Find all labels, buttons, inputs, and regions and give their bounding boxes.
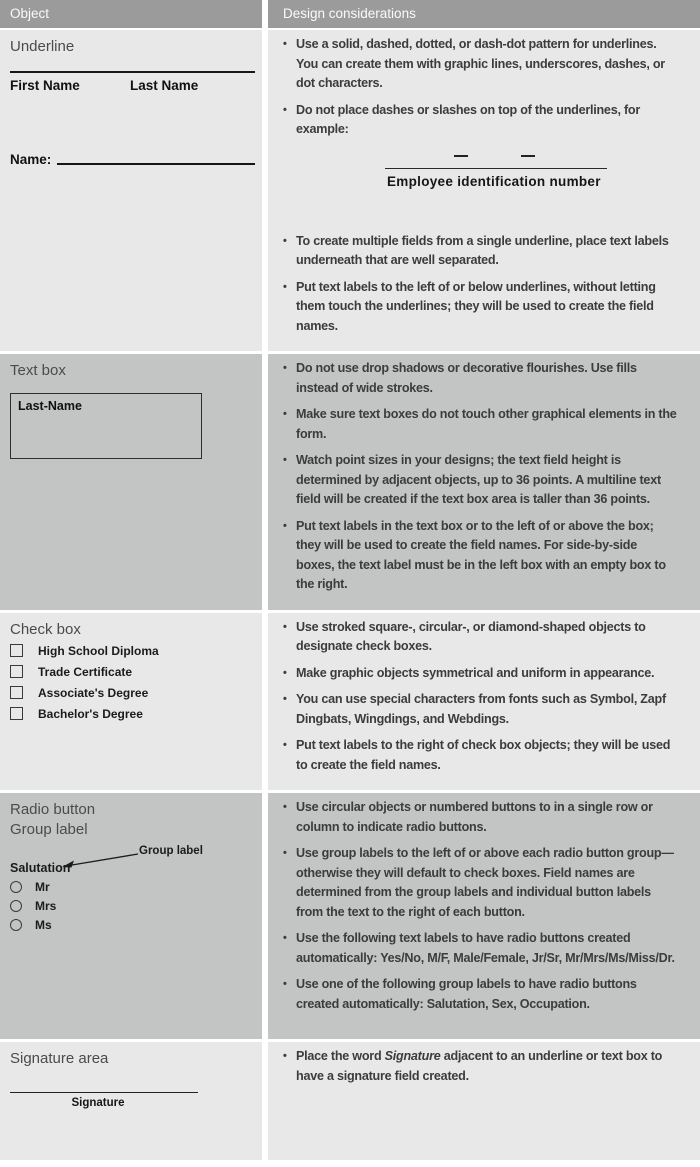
bullet-item: • Use a solid, dashed, dotted, or dash-dot pattern for underlines. You can create them with graphic lines, underscores, dashes, or dot characters.	[268, 35, 678, 94]
row-title-underline: Underline	[10, 38, 75, 55]
radio-example-item	[10, 918, 52, 932]
signature-considerations-cell	[268, 1042, 700, 1160]
bullet-item: • Make graphic objects symmetrical and uniform in appearance.	[268, 664, 678, 684]
row-title-checkbox: Check box	[10, 620, 81, 638]
checkbox-example-item	[10, 665, 132, 679]
checkbox-square-icon	[10, 644, 23, 657]
bullet-item: • Put text labels to the left of or below underlines, without letting them touch the underlines; they will be used to create the field names.	[268, 278, 678, 337]
checkbox-option-label: High School Diploma	[38, 643, 159, 658]
bullet-item: • Use stroked square-, circular-, or diamond-shaped objects to designate check boxes.	[268, 618, 678, 657]
row-textbox	[0, 354, 700, 610]
row-title-radio-button: Radio button	[10, 801, 96, 818]
name-field-label: Name:	[10, 152, 52, 167]
checkbox-option-label: Associate's Degree	[38, 685, 149, 700]
annotation-arrow-icon	[62, 850, 140, 872]
table-header-row	[0, 0, 700, 28]
checkbox-example-item	[10, 707, 143, 721]
employee-id-example	[268, 148, 678, 202]
bullet-item: • Do not use drop shadows or decorative flourishes. Use fills instead of wide strokes.	[268, 359, 678, 398]
group-label-annotation: Group label	[139, 845, 203, 857]
employee-id-rule	[385, 168, 607, 169]
checkbox-square-icon	[10, 665, 23, 678]
checkbox-example-item	[10, 644, 159, 658]
radio-option-label: Ms	[35, 918, 52, 932]
bullet-item: • To create multiple fields from a single underline, place text labels underneath that are well separated.	[268, 232, 678, 271]
textbox-example-box	[10, 393, 202, 459]
design-column-header: Design considerations	[283, 6, 416, 21]
row-title-group-label: Group label	[10, 821, 88, 838]
checkbox-square-icon	[10, 686, 23, 699]
dash-mark	[454, 155, 468, 157]
textbox-example-cell	[0, 354, 262, 610]
textbox-example-label: Last-Name	[18, 399, 82, 413]
radio-circle-icon	[10, 881, 22, 893]
bullet-item	[268, 1047, 678, 1086]
dash-mark	[521, 155, 535, 157]
row-signature-area	[0, 1042, 700, 1160]
header-cell-design	[268, 0, 700, 28]
bullet-item: • Use one of the following group labels to have radio buttons created automatically: Salutation, Sex, Occupation.	[268, 975, 678, 1014]
checkbox-option-label: Bachelor's Degree	[38, 706, 143, 721]
signature-example-label: Signature	[71, 1097, 125, 1109]
row-title-signature-area: Signature area	[10, 1050, 109, 1067]
bullet-item: • Use circular objects or numbered buttons to in a single row or column to indicate radio buttons.	[268, 798, 678, 837]
radio-considerations-cell	[268, 793, 700, 1039]
checkbox-example-item	[10, 686, 148, 700]
signature-example-cell	[0, 1042, 262, 1160]
bullet-item: • You can use special characters from fonts such as Symbol, Zapf Dingbats, Wingdings, and Webdings.	[268, 690, 678, 729]
radio-circle-icon	[10, 900, 22, 912]
bullet-text-post: adjacent to an underline or text box to have a signature field created.	[296, 1049, 663, 1083]
last-name-label: Last Name	[130, 78, 199, 93]
row-title-textbox: Text box	[10, 362, 66, 379]
bullet-item: • Use the following text labels to have radio buttons created automatically: Yes/No, M/F, Male/Female, Jr/Sr, Mr/Mrs/Ms/Miss/Dr.	[268, 929, 678, 968]
radio-example-item	[10, 880, 50, 894]
radio-example-cell	[0, 793, 262, 1039]
bullet-text-pre: Place the word	[296, 1049, 385, 1063]
employee-id-label: Employee identification number	[387, 173, 601, 189]
bullet-item: • Watch point sizes in your designs; the text field height is determined by adjacent objects, up to 36 points. A multiline text field will be created if the text box area is taller than 36 points.	[268, 451, 678, 510]
row-checkbox	[0, 613, 700, 791]
checkbox-option-label: Trade Certificate	[38, 664, 133, 679]
salutation-group-label: Salutation	[10, 861, 71, 875]
textbox-considerations-cell	[268, 354, 700, 610]
radio-example-item	[10, 899, 56, 913]
radio-option-label: Mrs	[35, 899, 57, 913]
underline-considerations-cell	[268, 30, 700, 351]
underline-example-rule	[10, 71, 255, 73]
radio-circle-icon	[10, 919, 22, 931]
name-field-rule	[57, 163, 255, 165]
bullet-item: • Use group labels to the left of or above each radio button group—otherwise they will default to check boxes. Field names are determined from the group labels and individual button labels from the text to the right of each button.	[268, 844, 678, 922]
bullet-item: • Put text labels in the text box or to the left of or above the box; they will be used to create the field names. For side-by-side boxes, the text label must be in the left box with an empty box to the right.	[268, 517, 678, 595]
checkbox-considerations-cell	[268, 613, 700, 791]
first-name-label: First Name	[10, 78, 80, 93]
bullet-item: • Put text labels to the right of check box objects; they will be used to create the field names.	[268, 736, 678, 775]
bullet-text-italic: Signature	[384, 1049, 441, 1063]
radio-option-label: Mr	[35, 880, 50, 894]
object-column-header: Object	[10, 6, 50, 21]
checkbox-square-icon	[10, 707, 23, 720]
checkbox-example-cell	[0, 613, 262, 791]
row-radio-button	[0, 793, 700, 1039]
row-underline	[0, 30, 700, 351]
underline-example-cell	[0, 30, 262, 351]
signature-rule	[10, 1092, 198, 1093]
header-cell-object	[0, 0, 262, 28]
bullet-item: • Make sure text boxes do not touch other graphical elements in the form.	[268, 405, 678, 444]
bullet-item: • Do not place dashes or slashes on top of the underlines, for example:	[268, 101, 678, 140]
